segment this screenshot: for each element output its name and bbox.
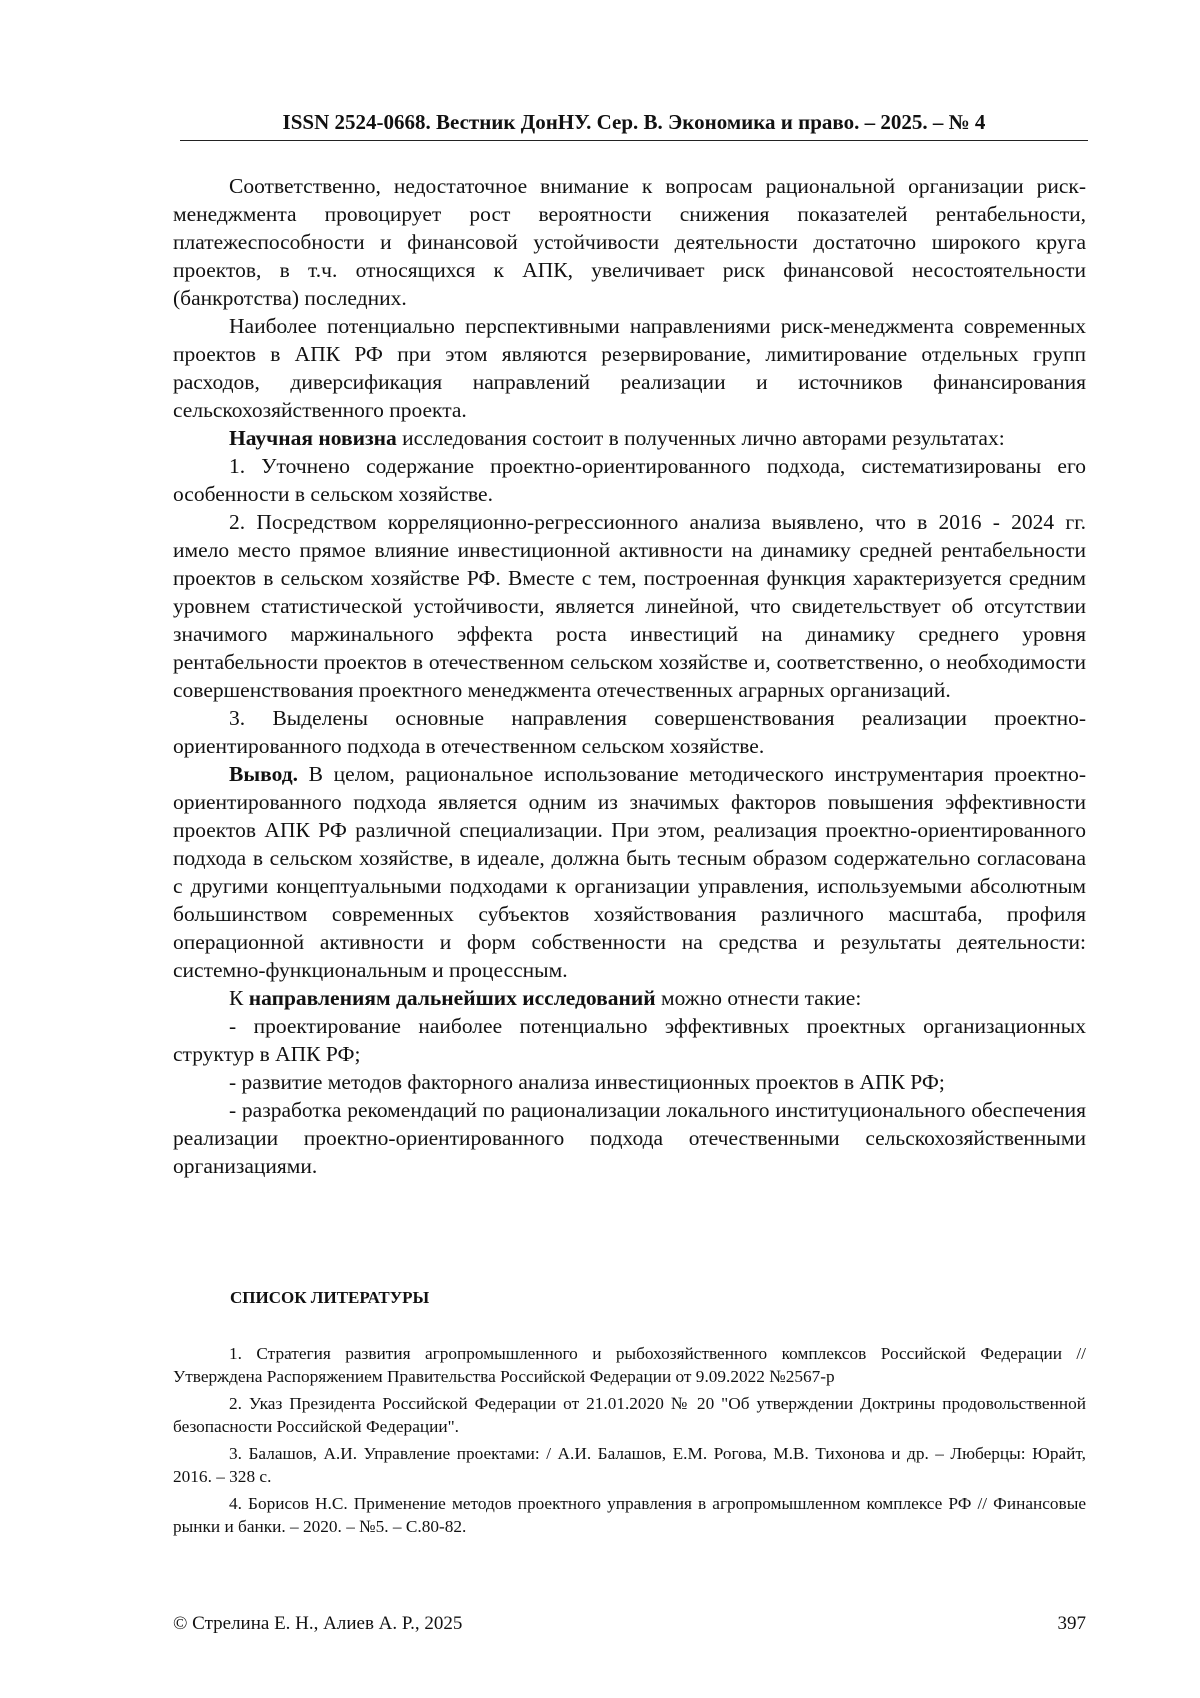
further-research-text: можно отнести такие: xyxy=(655,986,862,1010)
conclusion-text: В целом, рациональное использование методического инструментария проектно-ориентированного подхода является одним из значимых факторов повышения эффективности проектов АПК РФ различной специализации. При этом, реализация проектно-ориентированного подхода в сельском хозяйстве, в идеале, должна быть тесным образом содержательно согласована с другими концептуальными подходами к организации управления, используемыми абсолютным большинством современных субъектов хозяйствования различного масштаба, профиля операционной активности и форм собственности на средства и результаты деятельности: системно-функциональным и процессным. xyxy=(173,762,1086,982)
reference-item: 4. Борисов Н.С. Применение методов проектного управления в агропромышленном комплексе РФ // Финансовые рынки и банки. – 2020. – №5. – С.80-82. xyxy=(173,1494,1086,1536)
novelty-heading: Научная новизна xyxy=(229,426,397,450)
copyright: © Стрелина Е. Н., Алиев А. Р., 2025 xyxy=(173,1613,463,1634)
journal-header: ISSN 2524-0668. Вестник ДонНУ. Сер. В. Экономика и право. – 2025. – № 4 xyxy=(180,108,1088,141)
list-item: - развитие методов факторного анализа инвестиционных проектов в АПК РФ; xyxy=(229,1070,945,1094)
reference-item: 1. Стратегия развития агропромышленного и рыбохозяйственного комплексов Российской Федерации // Утверждена Распоряжением Правительства Российской Федерации от 9.09.2022 №2567-р xyxy=(173,1344,1086,1386)
conclusion-heading: Вывод. xyxy=(229,762,298,786)
references-title: СПИСОК ЛИТЕРАТУРЫ xyxy=(230,1288,430,1307)
paragraph-novelty xyxy=(173,424,1086,452)
list-item: 1. Уточнено содержание проектно-ориентированного подхода, систематизированы его особенности в сельском хозяйстве. xyxy=(173,454,1086,506)
further-research-prefix: К xyxy=(229,986,249,1010)
paragraph-conclusion xyxy=(173,760,1086,984)
list-item: 3. Выделены основные направления совершенствования реализации проектно-ориентированного подхода в отечественном сельском хозяйстве. xyxy=(173,706,1086,758)
list-item: 2. Посредством корреляционно-регрессионного анализа выявлено, что в 2016 - 2024 гг. имело место прямое влияние инвестиционной активности на динамику средней рентабельности проектов в сельском хозяйстве РФ. Вместе с тем, построенная функция характеризуется средним уровнем статистической устойчивости, является линейной, что свидетельствует об отсутствии значимого маржинального эффекта роста инвестиций на динамику среднего уровня рентабельности проектов в отечественном сельском хозяйстве и, соответственно, о необходимости совершенствования проектного менеджмента отечественных аграрных организаций. xyxy=(173,510,1086,702)
list-item: - разработка рекомендаций по рационализации локального институционального обеспечения реализации проектно-ориентированного подхода отечественными сельскохозяйственными организациями. xyxy=(173,1098,1086,1178)
reference-item: 3. Балашов, А.И. Управление проектами: / А.И. Балашов, Е.М. Рогова, М.В. Тихонова и др. – Люберцы: Юрайт, 2016. – 328 с. xyxy=(173,1444,1086,1486)
novelty-text: исследования состоит в полученных лично авторами результатах: xyxy=(396,426,1005,450)
further-research-heading: направлениям дальнейших исследований xyxy=(248,986,656,1010)
reference-item: 2. Указ Президента Российской Федерации от 21.01.2020 № 20 "Об утверждении Доктрины продовольственной безопасности Российской Федерации". xyxy=(173,1394,1086,1436)
paragraph: Наиболее потенциально перспективными направлениями риск-менеджмента современных проектов в АПК РФ при этом являются резервирование, лимитирование отдельных групп расходов, диверсификация направлений реализации и источников финансирования сельскохозяйственного проекта. xyxy=(173,314,1086,422)
paragraph-further-research xyxy=(173,984,1086,1012)
references-list xyxy=(173,1342,1086,1542)
page-number: 397 xyxy=(1057,1613,1086,1634)
paragraph: Соответственно, недостаточное внимание к вопросам рациональной организации риск-менеджмента провоцирует рост вероятности снижения показателей рентабельности, платежеспособности и финансовой устойчивости деятельности достаточно широкого круга проектов, в т.ч. относящихся к АПК, увеличивает риск финансовой несостоятельности (банкротства) последних. xyxy=(173,174,1086,310)
article-body xyxy=(173,172,1086,1180)
list-item: - проектирование наиболее потенциально эффективных проектных организационных структур в АПК РФ; xyxy=(173,1014,1086,1066)
